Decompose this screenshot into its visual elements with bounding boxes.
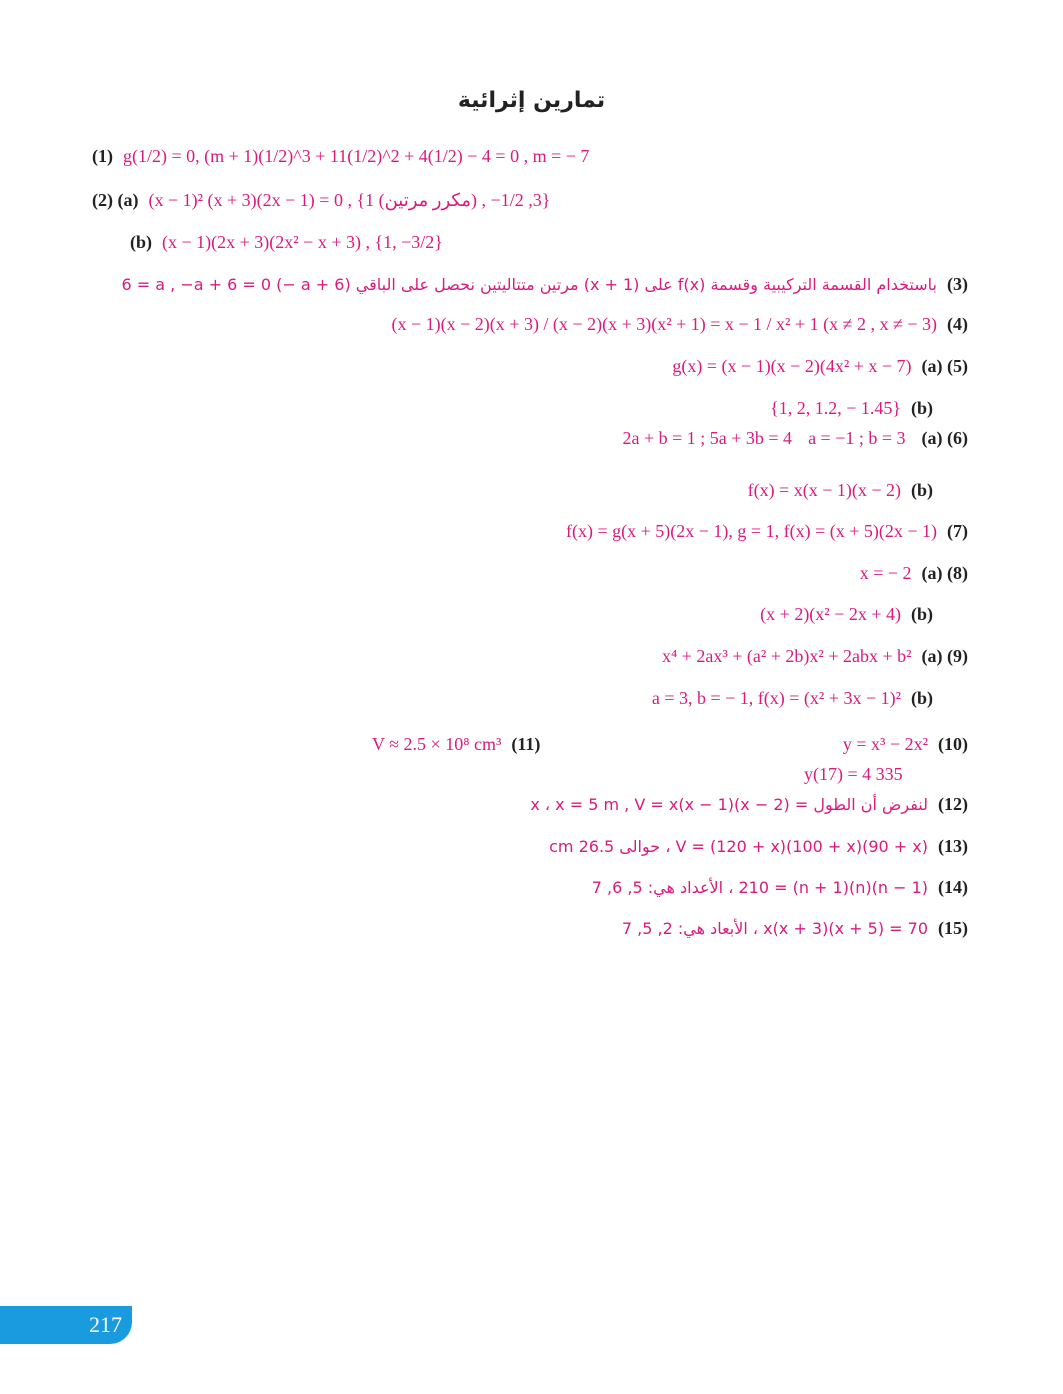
exercise-answer: لنفرض أن الطول = x ، x = 5 m , V = x(x − 1)(x − 2) [530,795,928,814]
exercise-label: (10) [938,734,968,754]
exercise-4 [392,314,968,335]
exercise-12 [530,794,968,815]
exercise-6b [748,480,933,501]
exercise-answer: a = 3, b = − 1, f(x) = (x² + 3x − 1)² [651,688,901,708]
exercise-label: (a) (9) [921,646,968,666]
exercise-answer: باستخدام القسمة التركيبية وقسمة f(x) على (x + 1) مرتين متتاليتين نحصل على الباقي (6 + a −) 6 = a , −a + 6 = 0 [121,275,937,294]
exercise-label: (a) (5) [921,356,968,376]
exercise-10 [843,734,968,755]
exercise-label: (13) [938,836,968,856]
exercise-answer: V ≈ 2.5 × 10⁸ cm³ [372,734,502,754]
exercise-answer: x = − 2 [859,563,912,583]
exercise-label: (14) [938,877,968,897]
exercise-14 [592,877,968,898]
exercise-label: (3) [947,274,968,294]
exercise-answer: x⁴ + 2ax³ + (a² + 2b)x² + 2abx + b² [661,646,912,666]
exercise-answer: (x − 1)(2x + 3)(2x² − x + 3) , {1, −3/2} [162,232,443,252]
system-equations: 2a + b = 1 ; 5a + 3b = 4 [622,428,793,448]
exercise-label: (a) (8) [921,563,968,583]
exercise-label: (12) [938,794,968,814]
exercise-answer: g(1/2) = 0, (m + 1)(1/2)^3 + 11(1/2)^2 + 4(1/2) − 4 = 0 , m = − 7 [123,146,590,166]
exercise-answer: f(x) = x(x − 1)(x − 2) [747,480,901,500]
exercise-label: (b) [911,688,933,708]
exercise-7 [566,521,968,542]
exercise-answer: (x + 2)(x² − 2x + 4) [760,604,901,624]
exercise-label: (a) (6) [921,428,968,448]
exercise-8a [860,563,968,584]
exercise-answer: (x − 1)² (x + 3)(2x − 1) = 0 , {1 (مكرر مرتين) , −3, 1/2} [148,190,551,210]
exercise-5b [770,398,933,419]
exercise-answer: {1, 2, 1.2, − 1.45} [770,398,901,418]
exercise-5a [672,356,968,377]
exercise-answer: f(x) = g(x + 5)(2x − 1), g = 1, f(x) = (x + 5)(2x − 1) [566,521,937,541]
exercise-label: (2) (a) [92,190,139,210]
exercise-label: (1) [92,146,113,166]
exercise-label: (15) [938,918,968,938]
exercise-label: (b) [911,398,933,418]
system-solution: a = −1 ; b = 3 [808,428,906,448]
exercise-answer: (x − 1)(x − 2)(x + 3) / (x − 2)(x + 3)(x² + 1) = x − 1 / x² + 1 (x ≠ 2 , x ≠ − 3) [391,314,937,334]
exercise-15 [622,918,968,939]
exercise-3 [122,274,968,295]
exercise-1 [92,146,589,167]
page-number: 217 [0,1306,132,1344]
exercise-label: (b) [911,480,933,500]
exercise-answer: y = x³ − 2x² [842,734,928,754]
exercise-label: (b) [130,232,152,252]
page-title: تمارين إثرائية [457,88,606,113]
exercise-11 [372,734,540,755]
exercise-9a [662,646,968,667]
exercise-answer: (n − 1)(n)(n + 1) = 210 ، الأعداد هي: 5, 6, 7 [591,878,928,897]
exercise-9b [652,688,933,709]
exercise-6a [622,428,968,449]
exercise-answer: g(x) = (x − 1)(x − 2)(4x² + x − 7) [672,356,912,376]
exercise-label: (b) [911,604,933,624]
exercise-label: (4) [947,314,968,334]
exercise-13 [549,836,968,857]
exercise-10-value: y(17) = 4 335 [804,764,903,784]
exercise-label: (7) [947,521,968,541]
exercise-2a [92,190,550,211]
exercise-2b [130,232,443,253]
exercise-answer: x(x + 3)(x + 5) = 70 ، الأبعاد هي: 2, 5, 7 [621,919,928,938]
exercise-8b [760,604,933,625]
exercise-answer: V = (120 + x)(100 + x)(90 + x) ، حوالى 26.5 cm [549,837,928,856]
exercise-label: (11) [511,734,541,754]
